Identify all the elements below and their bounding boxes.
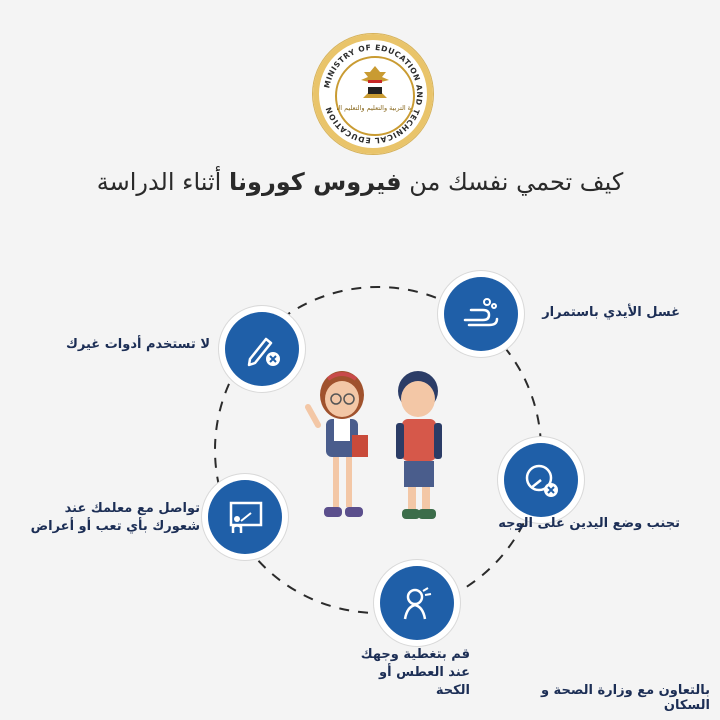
footer-credit: بالتعاون مع وزارة الصحة و السكان bbox=[540, 683, 710, 713]
tip-label-hand-washing: غسل الأيدي باستمرار bbox=[542, 305, 680, 320]
girl-figure bbox=[308, 371, 368, 517]
tip-node-sneeze bbox=[380, 566, 454, 640]
tip-node-teacher bbox=[208, 480, 282, 554]
title-before: كيف تحمي نفسك من bbox=[409, 168, 624, 196]
no-pen-sharing-icon bbox=[240, 327, 284, 371]
face-no-touch-icon bbox=[519, 458, 563, 502]
tip-label-sneeze-line2: عند العطس أو الكحة bbox=[379, 665, 470, 698]
svg-text:وزارة التربية والتعليم والتعلي: رة التربية والتعليم والتعليم ال bbox=[338, 104, 413, 112]
tip-node-face bbox=[504, 443, 578, 517]
tip-label-face: تجنب وضع اليدين على الوجه bbox=[498, 516, 680, 531]
hand-washing-icon bbox=[459, 292, 503, 336]
tip-label-sneeze bbox=[360, 646, 470, 700]
title-after: أثناء الدراسة bbox=[96, 168, 222, 196]
students-illustration bbox=[300, 365, 460, 530]
tip-label-teacher-line1: تواصل مع معلمك عند bbox=[64, 501, 200, 516]
tip-label-teacher bbox=[30, 500, 200, 536]
tip-node-hand-washing bbox=[444, 277, 518, 351]
title-bold: فيروس كورونا bbox=[229, 168, 402, 196]
tip-node-tools bbox=[225, 312, 299, 386]
teacher-board-icon bbox=[223, 495, 267, 539]
boy-figure bbox=[396, 371, 442, 519]
sneeze-icon bbox=[395, 581, 439, 625]
tip-label-teacher-line2: شعورك بأي تعب أو أعراض bbox=[30, 519, 200, 534]
tip-label-tools: لا تستخدم أدوات غيرك bbox=[66, 337, 210, 352]
tip-label-sneeze-line1: قم بتغطية وجهك bbox=[360, 647, 470, 662]
svg-text:MINISTRY OF EDUCATION AND TECH: MINISTRY OF EDUCATION AND TECHNICAL EDUCATION bbox=[322, 42, 425, 146]
